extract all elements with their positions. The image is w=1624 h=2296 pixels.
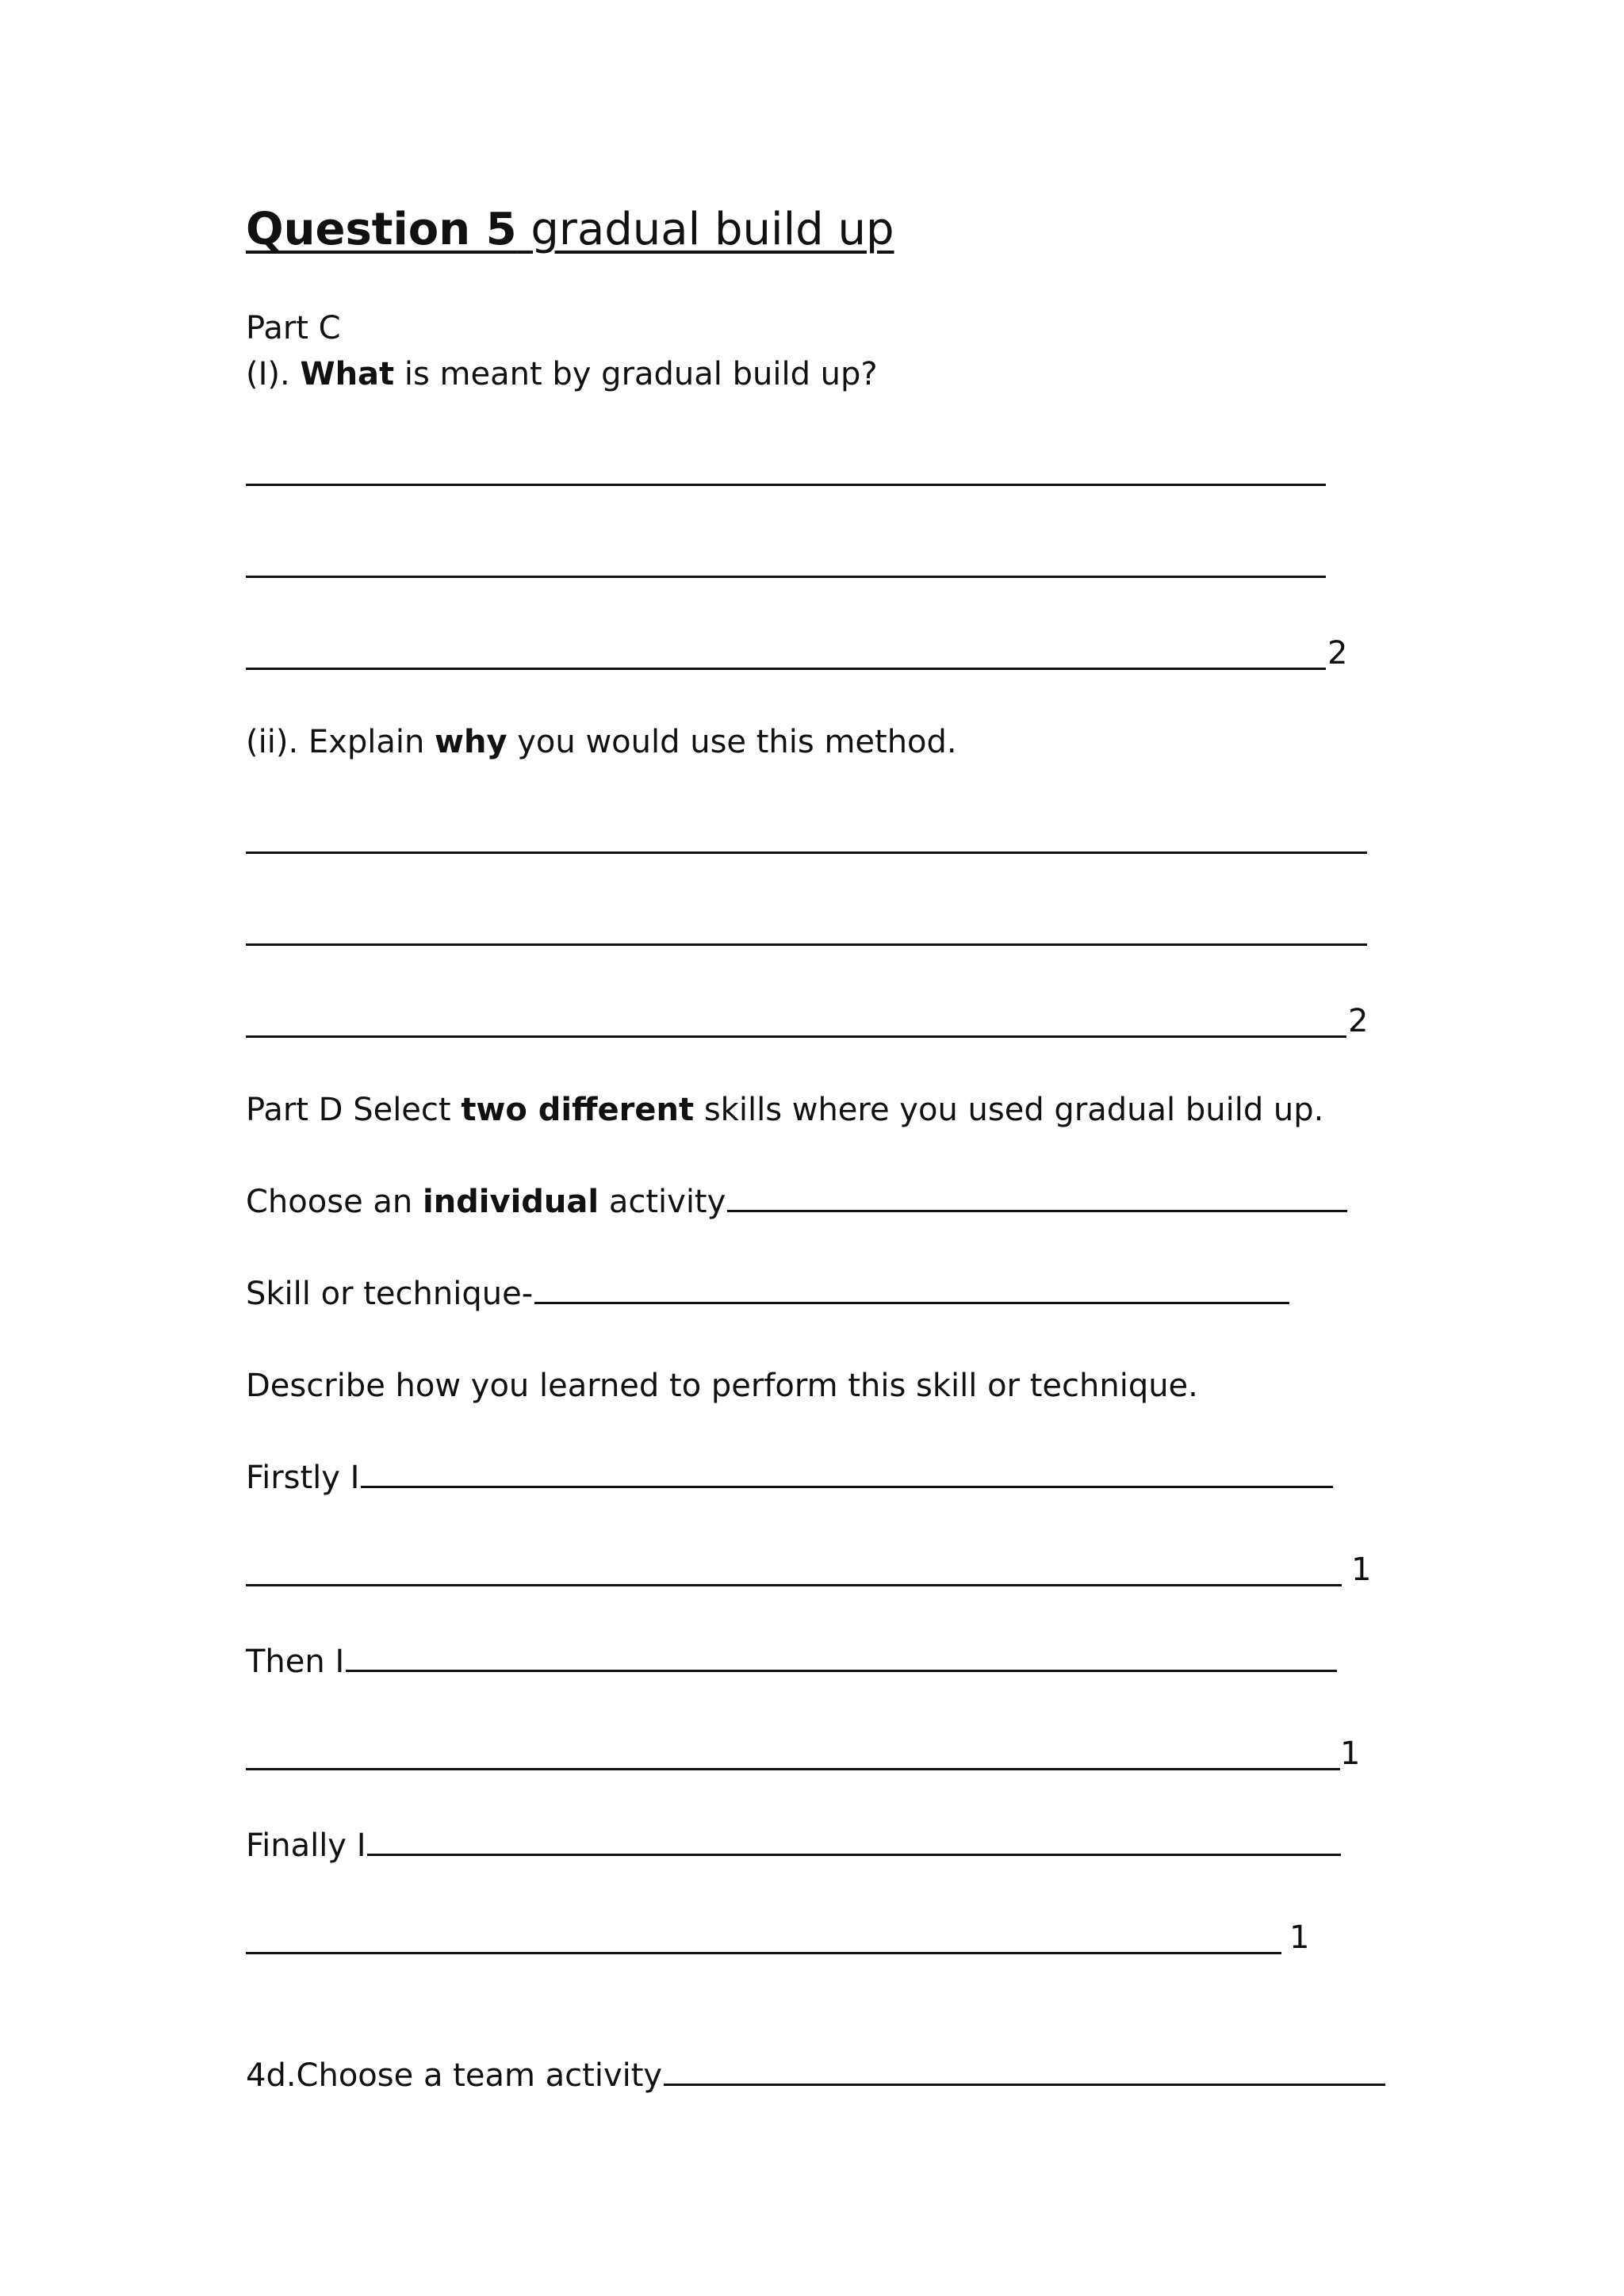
individual-prefix: Choose an	[246, 1184, 413, 1220]
individual-activity-row	[246, 1183, 1347, 1221]
answer-line-c-ii-3[interactable]	[246, 1035, 1346, 1038]
part-d-bold: two different	[461, 1092, 695, 1128]
title-rest: gradual build up	[530, 204, 894, 255]
question-c-ii	[246, 723, 957, 761]
finally-line-1[interactable]	[367, 1827, 1341, 1856]
then-line-1[interactable]	[346, 1643, 1337, 1672]
q2-rest: you would use this method.	[517, 724, 957, 760]
firstly-row	[246, 1459, 1333, 1497]
q1-bold: What	[300, 356, 395, 392]
answer-line-c-i-3[interactable]	[246, 668, 1326, 670]
firstly-label: Firstly I	[246, 1460, 360, 1496]
skill-technique-line[interactable]	[534, 1275, 1289, 1304]
marks-firstly: 1	[1351, 1552, 1372, 1588]
firstly-line-2[interactable]	[246, 1584, 1342, 1586]
answer-line-c-ii-1[interactable]	[246, 851, 1367, 854]
describe-instruction: Describe how you learned to perform this skill or technique.	[246, 1368, 1198, 1404]
finally-row	[246, 1827, 1341, 1865]
part-d-prefix: Part D Select	[246, 1092, 451, 1128]
individual-rest: activity	[608, 1184, 726, 1220]
then-line-2[interactable]	[246, 1768, 1340, 1770]
then-row	[246, 1643, 1337, 1681]
part-d-intro	[246, 1091, 1323, 1129]
title-bold: Question 5	[246, 204, 517, 255]
finally-label: Finally I	[246, 1827, 366, 1864]
skill-technique-row	[246, 1275, 1289, 1313]
then-label: Then I	[246, 1644, 345, 1680]
marks-finally: 1	[1289, 1919, 1310, 1956]
marks-c-i: 2	[1327, 635, 1348, 672]
answer-line-c-ii-2[interactable]	[246, 943, 1367, 946]
individual-activity-line[interactable]	[727, 1183, 1347, 1212]
answer-line-c-i-2[interactable]	[246, 576, 1326, 578]
firstly-line-1[interactable]	[361, 1459, 1333, 1488]
skill-label: Skill or technique-	[246, 1276, 534, 1312]
part-d-rest: skills where you used gradual build up.	[703, 1092, 1324, 1128]
answer-line-c-i-1[interactable]	[246, 484, 1326, 486]
page-title	[246, 205, 894, 255]
q1-rest: is meant by gradual build up?	[404, 356, 878, 392]
team-label: 4d.Choose a team activity	[246, 2057, 663, 2094]
finally-line-2[interactable]	[246, 1952, 1281, 1954]
individual-bold: individual	[422, 1184, 599, 1220]
marks-c-ii: 2	[1348, 1003, 1369, 1039]
question-c-i	[246, 355, 878, 393]
q2-bold: why	[435, 724, 508, 760]
marks-then: 1	[1340, 1735, 1361, 1772]
q1-prefix: (I).	[246, 356, 290, 392]
team-activity-row	[246, 2057, 1385, 2095]
part-c-label: Part C	[246, 310, 341, 346]
team-activity-line[interactable]	[664, 2057, 1385, 2086]
q2-prefix: (ii). Explain	[246, 724, 425, 760]
